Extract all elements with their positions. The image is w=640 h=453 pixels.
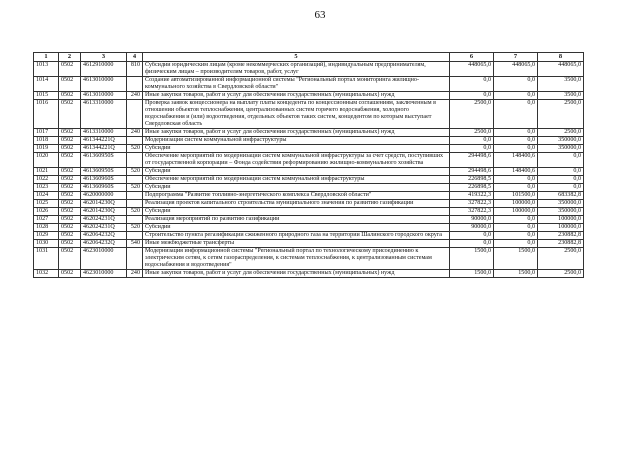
table-row	[34, 192, 584, 200]
target-code-cell: 4613310000	[81, 129, 127, 137]
amount-cell: 230882,8	[538, 240, 584, 248]
row-number-cell: 1028	[34, 224, 59, 232]
amount-cell: 0,0	[494, 216, 538, 224]
section-code-cell: 0502	[59, 248, 81, 270]
target-code-cell: 462024231Q	[81, 216, 127, 224]
amount-cell: 3500,0	[538, 92, 584, 100]
section-code-cell: 0502	[59, 62, 81, 77]
amount-cell: 2500,0	[450, 100, 494, 129]
row-number-cell: 1030	[34, 240, 59, 248]
section-code-cell: 0502	[59, 232, 81, 240]
table-row	[34, 176, 584, 184]
amount-cell: 226898,5	[450, 176, 494, 184]
row-number-cell: 1032	[34, 270, 59, 278]
row-number-cell: 1027	[34, 216, 59, 224]
amount-cell: 148400,6	[494, 168, 538, 176]
amount-cell: 2500,0	[538, 248, 584, 270]
section-code-cell: 0502	[59, 77, 81, 92]
column-header: 3	[81, 53, 127, 62]
table-row	[34, 270, 584, 278]
row-number-cell: 1026	[34, 208, 59, 216]
table-body	[34, 62, 584, 278]
description-cell: Субсидии	[143, 145, 450, 153]
column-header: 4	[127, 53, 143, 62]
target-code-cell: 4613010000	[81, 92, 127, 100]
table-row	[34, 129, 584, 137]
table-row	[34, 224, 584, 232]
amount-cell: 3500,0	[538, 77, 584, 92]
amount-cell: 100000,0	[494, 200, 538, 208]
section-code-cell: 0502	[59, 192, 81, 200]
row-number-cell: 1024	[34, 192, 59, 200]
amount-cell: 2500,0	[538, 270, 584, 278]
description-cell: Реализация мероприятий по развитию газификации	[143, 216, 450, 224]
budget-table	[33, 52, 584, 278]
amount-cell: 0,0	[494, 137, 538, 145]
amount-cell: 0,0	[494, 232, 538, 240]
amount-cell: 448065,0	[494, 62, 538, 77]
description-cell: Подпрограмма "Развитие топливно-энергетического комплекса Свердловской области"	[143, 192, 450, 200]
expense-type-cell	[127, 153, 143, 168]
amount-cell: 0,0	[450, 232, 494, 240]
target-code-cell: 462064232Q	[81, 232, 127, 240]
amount-cell: 0,0	[450, 145, 494, 153]
target-code-cell: 4613010000	[81, 77, 127, 92]
amount-cell: 0,0	[494, 100, 538, 129]
description-cell: Субсидии	[143, 208, 450, 216]
description-cell: Субсидии юридическим лицам (кроме некоммерческих организаций), индивидуальным предпринимателям, физическим лицам – производителям товаров, работ, услуг	[143, 62, 450, 77]
section-code-cell: 0502	[59, 216, 81, 224]
row-number-cell: 1015	[34, 92, 59, 100]
column-header: 5	[143, 53, 450, 62]
expense-type-cell	[127, 200, 143, 208]
expense-type-cell: 520	[127, 224, 143, 232]
section-code-cell: 0502	[59, 224, 81, 232]
target-code-cell: 461360950S	[81, 168, 127, 176]
amount-cell: 327822,3	[450, 200, 494, 208]
target-code-cell: 461360960S	[81, 184, 127, 192]
page-number: 63	[314, 9, 326, 21]
expense-type-cell	[127, 176, 143, 184]
amount-cell: 0,0	[494, 224, 538, 232]
row-number-cell: 1017	[34, 129, 59, 137]
column-header: 2	[59, 53, 81, 62]
description-cell: Иные закупки товаров, работ и услуг для обеспечения государственных (муниципальных) нужд	[143, 270, 450, 278]
amount-cell: 2500,0	[538, 100, 584, 129]
section-code-cell: 0502	[59, 184, 81, 192]
expense-type-cell: 520	[127, 145, 143, 153]
amount-cell: 448065,0	[538, 62, 584, 77]
amount-cell: 90000,0	[450, 224, 494, 232]
target-code-cell: 461344221Q	[81, 145, 127, 153]
description-cell: Создание автоматизированной информационной системы "Региональный портал мониторинга жилищно-коммунального хозяйства в Свердловской области"	[143, 77, 450, 92]
description-cell: Иные закупки товаров, работ и услуг для обеспечения государственных (муниципальных) нужд	[143, 129, 450, 137]
target-code-cell: 462024231Q	[81, 224, 127, 232]
section-code-cell: 0502	[59, 270, 81, 278]
amount-cell: 350000,0	[538, 137, 584, 145]
row-number-cell: 1018	[34, 137, 59, 145]
amount-cell: 1500,0	[494, 270, 538, 278]
table-row	[34, 200, 584, 208]
amount-cell: 294498,6	[450, 168, 494, 176]
expense-type-cell	[127, 137, 143, 145]
amount-cell: 1500,0	[494, 248, 538, 270]
expense-type-cell	[127, 77, 143, 92]
target-code-cell: 462064232Q	[81, 240, 127, 248]
description-cell: Строительство пункта регазификации сжиженного природного газа на территории Шалинского городского округа	[143, 232, 450, 240]
amount-cell: 90000,0	[450, 216, 494, 224]
expense-type-cell	[127, 248, 143, 270]
row-number-cell: 1029	[34, 232, 59, 240]
target-code-cell: 462014230Q	[81, 208, 127, 216]
table-row	[34, 145, 584, 153]
amount-cell: 100000,0	[538, 216, 584, 224]
expense-type-cell: 810	[127, 62, 143, 77]
row-number-cell: 1020	[34, 153, 59, 168]
row-number-cell: 1019	[34, 145, 59, 153]
amount-cell: 100000,0	[494, 208, 538, 216]
expense-type-cell: 520	[127, 208, 143, 216]
target-code-cell: 4623010000	[81, 270, 127, 278]
table-row	[34, 168, 584, 176]
description-cell: Проверка заявок концессионера на выплату платы концедента по концессионным соглашениям, заключенным в отношении объектов теплоснабжения, централизованных систем горячего водоснабжения, холодного водоснабжения и (или) водоотведения, отдельных объектов таких систем, концедентом по которым выступает Свердловская область	[143, 100, 450, 129]
description-cell: Обеспечение мероприятий по модернизации систем коммунальной инфраструктуры	[143, 176, 450, 184]
amount-cell: 1500,0	[450, 248, 494, 270]
row-number-cell: 1022	[34, 176, 59, 184]
amount-cell: 0,0	[494, 92, 538, 100]
table-row	[34, 62, 584, 77]
table-row	[34, 100, 584, 129]
table-row	[34, 248, 584, 270]
expense-type-cell	[127, 192, 143, 200]
section-code-cell: 0502	[59, 208, 81, 216]
section-code-cell: 0502	[59, 100, 81, 129]
table-row	[34, 92, 584, 100]
amount-cell: 0,0	[494, 77, 538, 92]
target-code-cell: 4613310000	[81, 100, 127, 129]
amount-cell: 419322,3	[450, 192, 494, 200]
section-code-cell: 0502	[59, 153, 81, 168]
expense-type-cell: 240	[127, 129, 143, 137]
amount-cell: 350000,0	[538, 200, 584, 208]
table-row	[34, 137, 584, 145]
amount-cell: 0,0	[494, 184, 538, 192]
description-cell: Субсидии	[143, 184, 450, 192]
amount-cell: 350000,0	[538, 145, 584, 153]
amount-cell: 2500,0	[538, 129, 584, 137]
row-number-cell: 1013	[34, 62, 59, 77]
column-header: 8	[538, 53, 584, 62]
description-cell: Субсидии	[143, 168, 450, 176]
row-number-cell: 1021	[34, 168, 59, 176]
target-code-cell: 4620000000	[81, 192, 127, 200]
column-header: 6	[450, 53, 494, 62]
amount-cell: 0,0	[450, 77, 494, 92]
row-number-cell: 1025	[34, 200, 59, 208]
amount-cell: 0,0	[538, 176, 584, 184]
description-cell: Обеспечение мероприятий по модернизации систем коммунальной инфраструктуры за счет средств, поступивших от государственной корпорации – Фонда содействия реформированию жилищно-коммунального хозяйства	[143, 153, 450, 168]
expense-type-cell: 240	[127, 270, 143, 278]
amount-cell: 683382,8	[538, 192, 584, 200]
target-code-cell: 461360960S	[81, 176, 127, 184]
description-cell: Иные закупки товаров, работ и услуг для обеспечения государственных (муниципальных) нужд	[143, 92, 450, 100]
expense-type-cell	[127, 232, 143, 240]
amount-cell: 327822,3	[450, 208, 494, 216]
section-code-cell: 0502	[59, 176, 81, 184]
target-code-cell: 4623010000	[81, 248, 127, 270]
expense-type-cell: 540	[127, 240, 143, 248]
amount-cell: 100000,0	[538, 224, 584, 232]
amount-cell: 448065,0	[450, 62, 494, 77]
target-code-cell: 461344221Q	[81, 137, 127, 145]
table-row	[34, 216, 584, 224]
row-number-cell: 1014	[34, 77, 59, 92]
expense-type-cell: 520	[127, 168, 143, 176]
table-row	[34, 240, 584, 248]
table-row	[34, 208, 584, 216]
amount-cell: 0,0	[494, 145, 538, 153]
amount-cell: 1500,0	[450, 270, 494, 278]
section-code-cell: 0502	[59, 92, 81, 100]
table-row	[34, 77, 584, 92]
column-header: 1	[34, 53, 59, 62]
amount-cell: 2500,0	[450, 129, 494, 137]
amount-cell: 0,0	[494, 129, 538, 137]
amount-cell: 0,0	[494, 176, 538, 184]
column-header: 7	[494, 53, 538, 62]
amount-cell: 230882,8	[538, 232, 584, 240]
amount-cell: 0,0	[450, 137, 494, 145]
amount-cell: 0,0	[494, 240, 538, 248]
row-number-cell: 1016	[34, 100, 59, 129]
header-row	[34, 53, 584, 62]
expense-type-cell: 520	[127, 184, 143, 192]
description-cell: Иные межбюджетные трансферты	[143, 240, 450, 248]
expense-type-cell: 240	[127, 92, 143, 100]
target-code-cell: 4612910000	[81, 62, 127, 77]
row-number-cell: 1031	[34, 248, 59, 270]
amount-cell: 0,0	[450, 92, 494, 100]
description-cell: Субсидии	[143, 224, 450, 232]
table-row	[34, 153, 584, 168]
amount-cell: 101500,0	[494, 192, 538, 200]
target-code-cell: 461360950S	[81, 153, 127, 168]
amount-cell: 0,0	[538, 184, 584, 192]
amount-cell: 0,0	[450, 240, 494, 248]
amount-cell: 0,0	[538, 168, 584, 176]
target-code-cell: 462014230Q	[81, 200, 127, 208]
section-code-cell: 0502	[59, 240, 81, 248]
amount-cell: 226898,5	[450, 184, 494, 192]
amount-cell: 0,0	[538, 153, 584, 168]
expense-type-cell	[127, 216, 143, 224]
table-row	[34, 232, 584, 240]
description-cell: Модернизация систем коммунальной инфраструктуры	[143, 137, 450, 145]
section-code-cell: 0502	[59, 200, 81, 208]
row-number-cell: 1023	[34, 184, 59, 192]
section-code-cell: 0502	[59, 137, 81, 145]
section-code-cell: 0502	[59, 168, 81, 176]
expense-type-cell	[127, 100, 143, 129]
description-cell: Реализация проектов капитального строительства муниципального значения по развитию газификации	[143, 200, 450, 208]
amount-cell: 350000,0	[538, 208, 584, 216]
description-cell: Модернизация информационной системы "Региональный портал по технологическому присоединению к электрическим сетям, к сетям газораспределения, к системам теплоснабжения, к централизованным системам водоснабжения и водоотведения"	[143, 248, 450, 270]
table-row	[34, 184, 584, 192]
amount-cell: 148400,6	[494, 153, 538, 168]
section-code-cell: 0502	[59, 129, 81, 137]
section-code-cell: 0502	[59, 145, 81, 153]
amount-cell: 294498,6	[450, 153, 494, 168]
